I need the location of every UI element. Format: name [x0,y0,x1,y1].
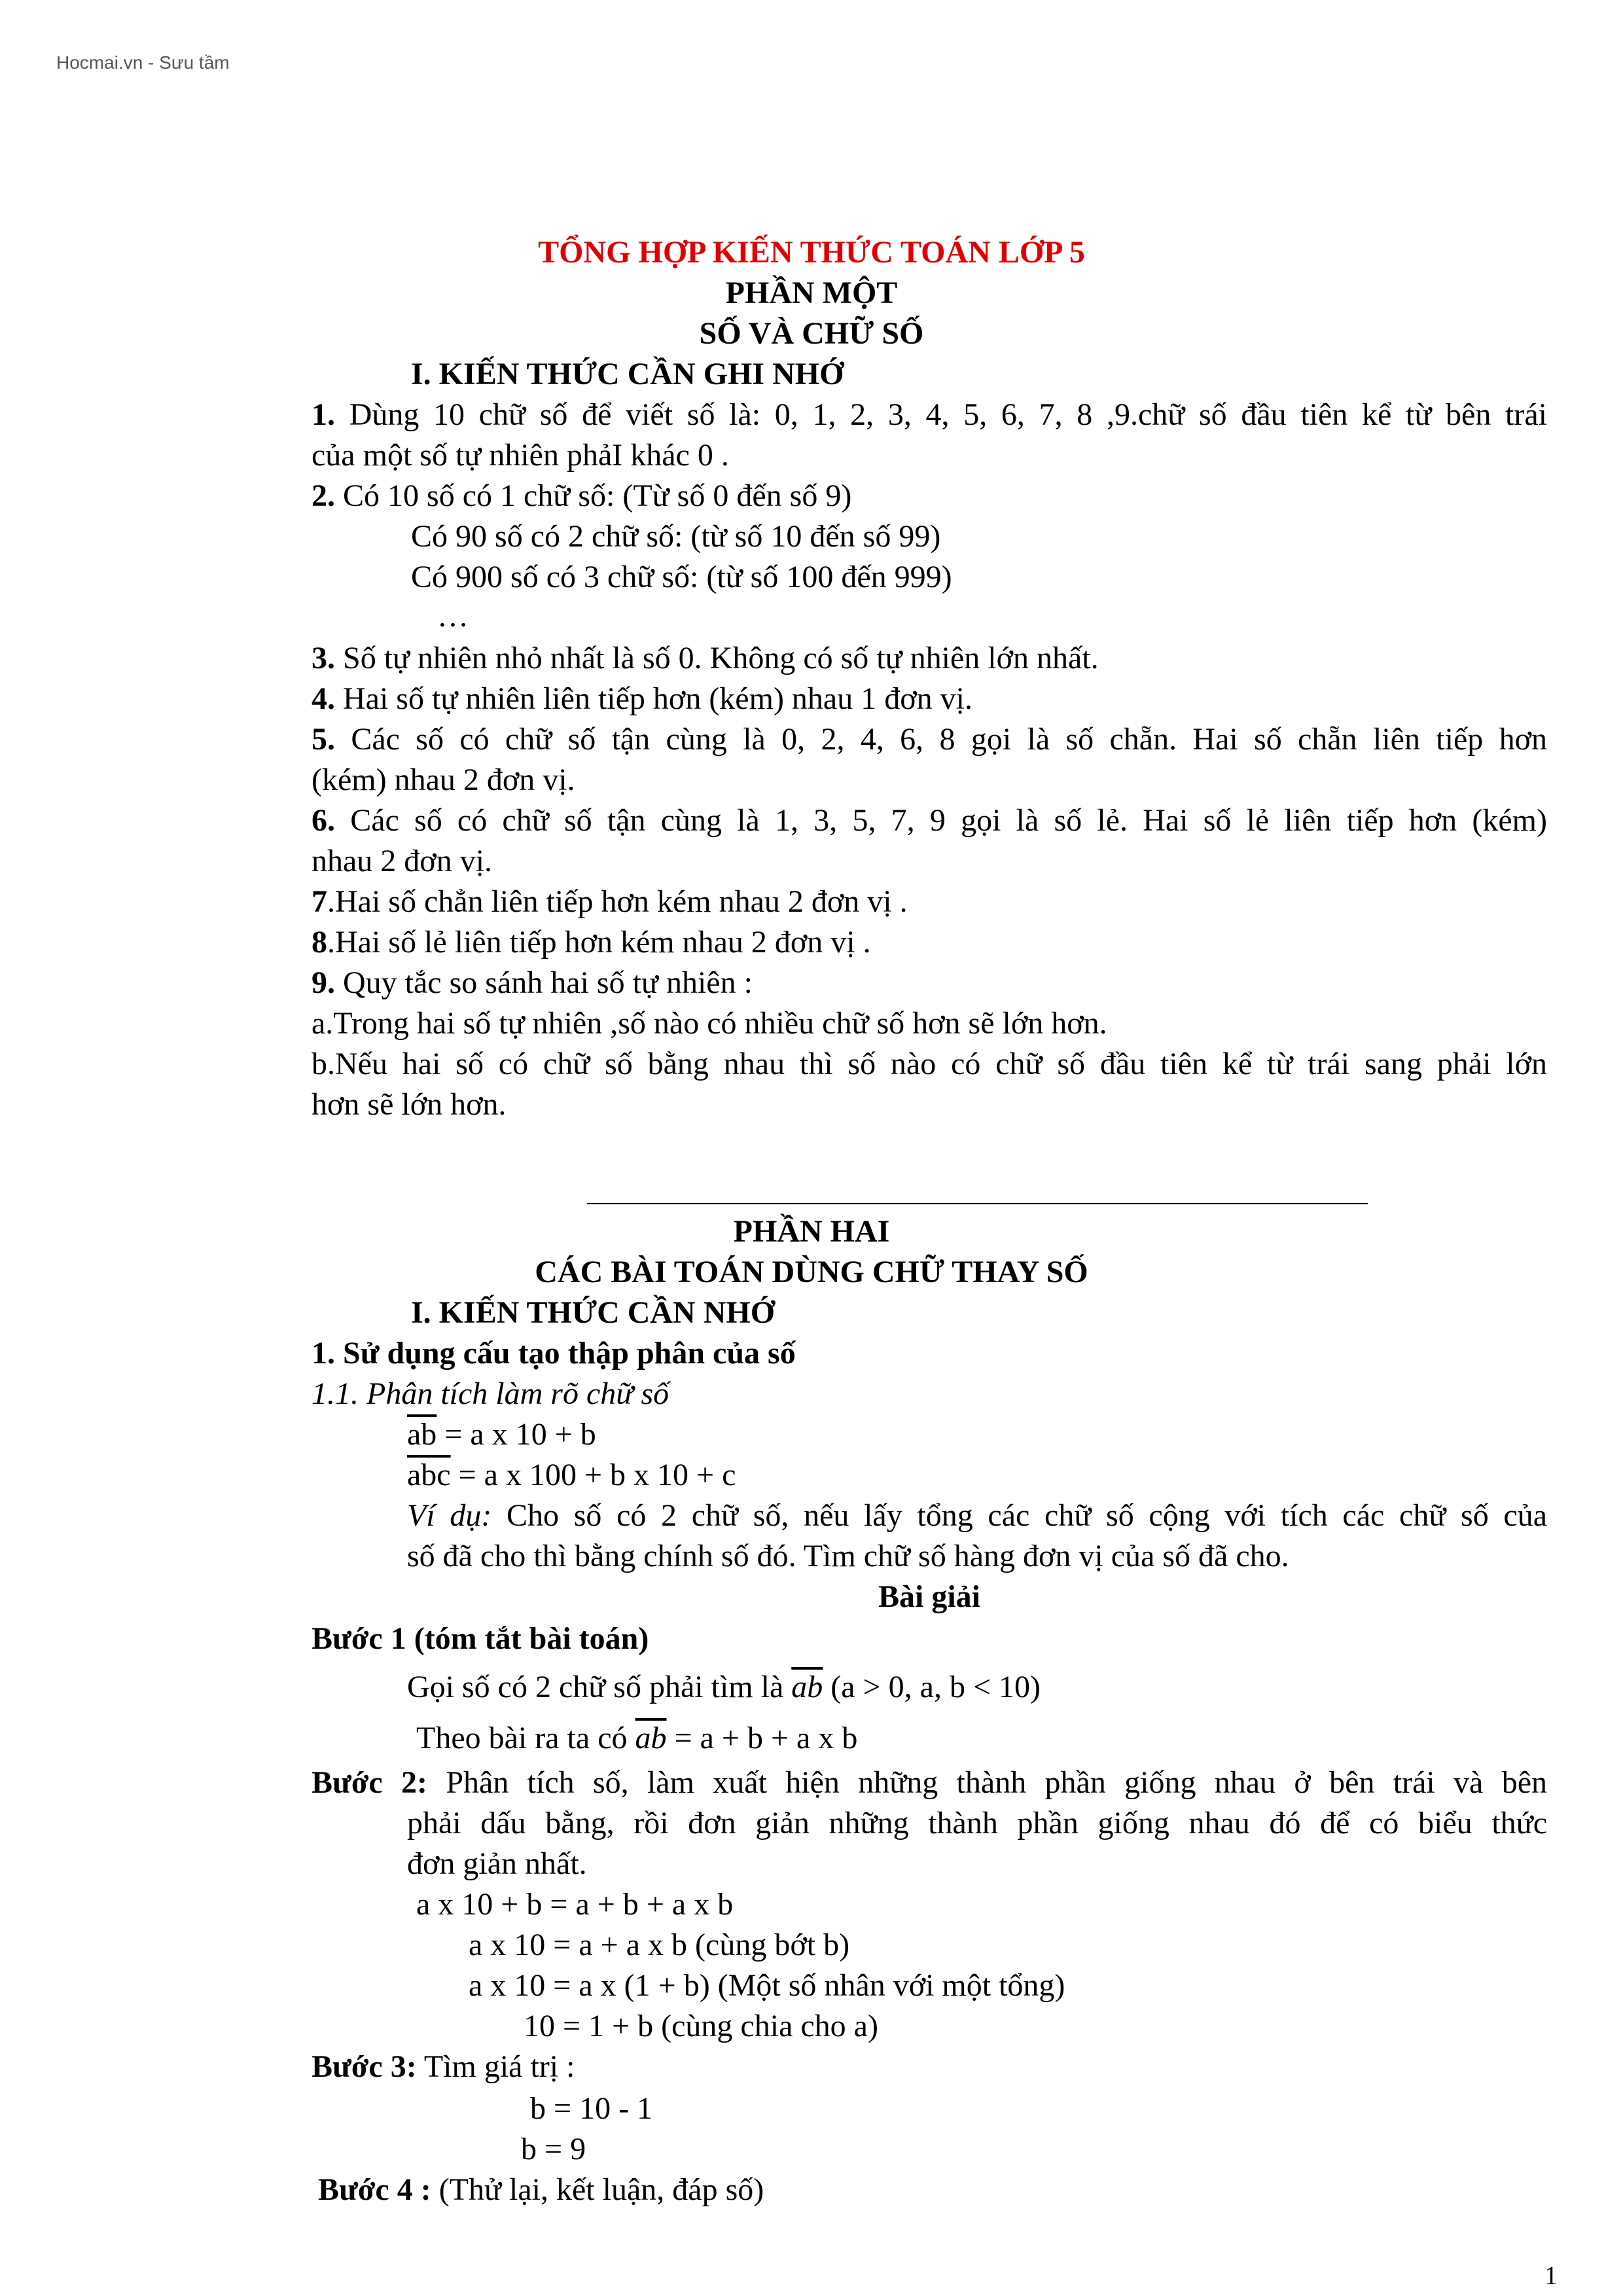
equation: b = 10 - 1 [530,2091,653,2126]
page-number: 1 [1544,2261,1558,2290]
step-1-line: Gọi số có 2 chữ số phải tìm là $\overline{ab}$ (a > 0, a, b < 10) [407,1670,1041,1704]
list-item: nhau 2 đơn vị. [312,844,493,878]
equation: b = 9 [521,2132,586,2166]
part-two-heading: PHẦN HAI [733,1214,890,1249]
subsection-1-1: 1.1. Phân tích làm rõ chữ số [312,1376,669,1411]
list-item: 7.Hai số chẳn liên tiếp hơn kém nhau 2 đơn vị . [312,884,908,919]
document-title: TỔNG HỢP KIẾN THỨC TOÁN LỚP 5 [538,235,1085,270]
equation: a x 10 = a + a x b (cùng bớt b) [469,1928,850,1962]
page-header: Hocmai.vn - Sưu tầm [56,52,230,73]
subsection-heading: 1. Sử dụng cấu tạo thập phân của số [312,1336,796,1371]
list-item: Có 90 số có 2 chữ số: (từ số 10 đến số 99) [411,519,941,554]
list-item: 3. Số tự nhiên nhỏ nhất là số 0. Không có số tự nhiên lớn nhất. [312,641,1099,675]
part-one-subheading: SỐ VÀ CHỮ SỐ [699,316,924,351]
list-item: 5. Các số có chữ số tận cùng là 0, 2, 4, 6, 8 gọi là số chẵn. Hai số chẵn liên tiếp hơn [312,722,1547,757]
section-divider [587,1203,1368,1204]
formula-abc: $\overline{abc} = a$ x 100 + b x 10 + c [407,1458,736,1492]
list-item: hơn sẽ lớn hơn. [312,1087,507,1122]
example-text: số đã cho thì bằng chính số đó. Tìm chữ số hàng đơn vị của số đã cho. [407,1539,1289,1573]
example-text: Ví dụ: Cho số có 2 chữ số, nếu lấy tổng các chữ số cộng với tích các chữ số của [407,1498,1548,1533]
part-one-section: I. KIẾN THỨC CẦN GHI NHỚ [411,357,844,391]
step-1-line: Theo bài ra ta có $\overline{ab} = a + b + a$ x b [416,1721,858,1755]
list-item: … [437,599,469,634]
list-item: 6. Các số có chữ số tận cùng là 1, 3, 5, 7, 9 gọi là số lẻ. Hai số lẻ liên tiếp hơn (kém) [312,803,1547,838]
list-item: Có 900 số có 3 chữ số: (từ số 100 đến 999) [411,560,952,594]
step-2-line: phải dấu bằng, rồi đơn giản những thành phần giống nhau đó để có biểu thức [407,1806,1547,1840]
list-item: 9. Quy tắc so sánh hai số tự nhiên : [312,965,753,1000]
list-item: 1. Dùng 10 chữ số để viết số là: 0, 1, 2, 3, 4, 5, 6, 7, 8 ,9.chữ số đầu tiên kể từ bên trái [312,397,1547,432]
step-2-line: Bước 2: Phân tích số, làm xuất hiện những thành phần giống nhau ở bên trái và bên [312,1765,1547,1800]
equation: 10 = 1 + b (cùng chia cho a) [524,2009,878,2043]
list-item: 4. Hai số tự nhiên liên tiếp hơn (kém) nhau 1 đơn vị. [312,681,972,716]
equation: a x 10 + b = a + b + a x b [416,1887,734,1922]
step-3-line: Bước 3: Tìm giá trị : [312,2049,575,2084]
solution-heading: Bài giải [878,1579,981,1614]
part-two-section: I. KIẾN THỨC CẦN NHỚ [411,1295,776,1330]
list-item: của một số tự nhiên phảI khác 0 . [312,438,729,473]
step-2-line: đơn giản nhất. [407,1846,587,1881]
part-one-heading: PHẦN MỘT [725,276,898,310]
list-item: 8.Hai số lẻ liên tiếp hơn kém nhau 2 đơn vị . [312,925,871,960]
list-item: a.Trong hai số tự nhiên ,số nào có nhiều chữ số hơn sẽ lớn hơn. [312,1006,1107,1041]
equation: a x 10 = a x (1 + b) (Một số nhân với một tổng) [469,1968,1065,2003]
list-item: b.Nếu hai số có chữ số bằng nhau thì số nào có chữ số đầu tiên kể từ trái sang phải lớn [312,1047,1547,1081]
list-item: (kém) nhau 2 đơn vị. [312,762,575,797]
step-4-line: Bước 4 : (Thử lại, kết luận, đáp số) [318,2172,764,2207]
part-two-subheading: CÁC BÀI TOÁN DÙNG CHỮ THAY SỐ [535,1255,1088,1289]
list-item: 2. Có 10 số có 1 chữ số: (Từ số 0 đến số 9) [312,478,852,513]
step-1-label: Bước 1 (tóm tắt bài toán) [312,1621,649,1656]
formula-ab: $\overline{ab} = a$ x 10 + b [407,1417,596,1452]
